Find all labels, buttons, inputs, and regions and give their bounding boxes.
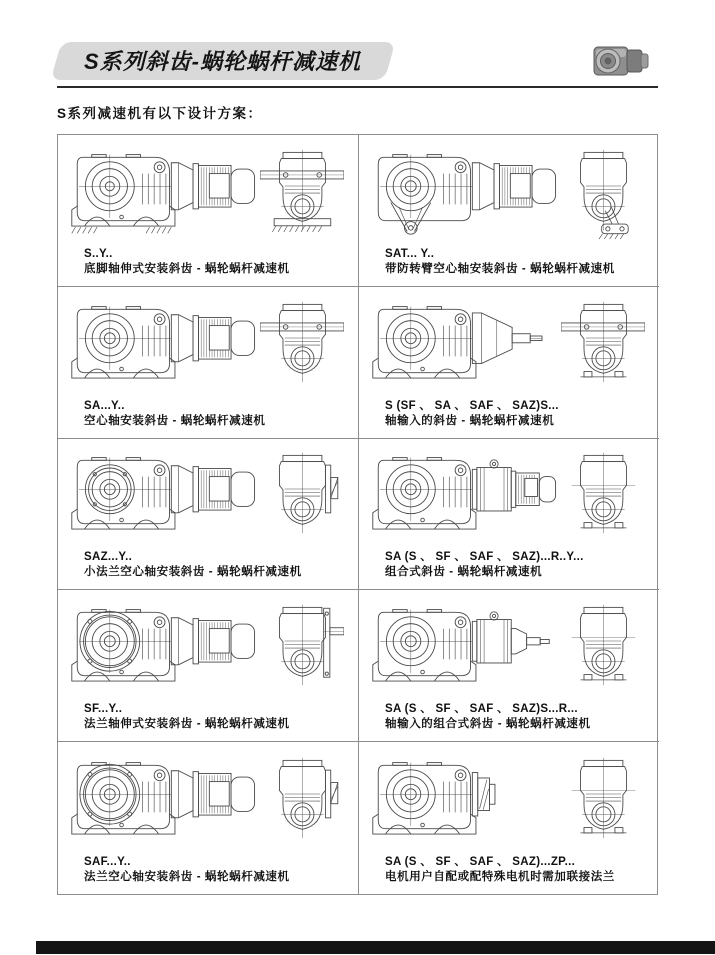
cell-labels [367,399,651,429]
drawing-area [367,595,651,702]
gearmotor-drawing-icon [70,298,260,393]
model-code: SAZ...Y.. [84,551,133,564]
section-view-icon [561,447,645,546]
page-title: S系列斜齿-蜗轮蜗杆减速机 [84,49,362,74]
model-description: 法兰空心轴安装斜齿 - 蜗轮蜗杆减速机 [84,871,290,883]
section-view-icon [260,752,344,851]
model-description: 组合式斜齿 - 蜗轮蜗杆减速机 [385,566,543,579]
table-cell-sa-r-shaft-input [359,590,659,742]
section-view-icon [260,447,344,546]
gearmotor-drawing-icon [70,601,260,696]
model-code: SA (S 、 SF 、 SAF 、 SAZ)S...R... [385,703,578,716]
section-view-icon [260,599,344,698]
model-code: SA (S 、 SF 、 SAF 、 SAZ)...ZP... [385,856,576,868]
section-view-icon [561,599,645,698]
gearmotor-drawing-icon [70,146,260,241]
gearbox-drawing-icon [371,298,561,393]
model-description: 空心轴安装斜齿 - 蜗轮蜗杆减速机 [84,414,266,427]
table-cell-saf [58,742,359,894]
gearmotor-drawing-icon [371,449,561,544]
table-cell-sf [58,590,359,742]
cell-labels [66,399,350,429]
model-code: SAF...Y.. [84,856,131,868]
gearbox-drawing-icon [371,754,561,849]
model-code: SF...Y.. [84,703,123,716]
footer-bar [36,941,715,954]
worm-gearmotor-photo-icon [592,41,650,79]
cell-labels [367,702,651,732]
gearmotor-drawing-icon [371,146,561,241]
gearbox-drawing-icon [371,601,561,696]
table-cell-saz [58,439,359,591]
gearmotor-drawing-icon [70,754,260,849]
drawing-area [367,444,651,551]
cell-labels [66,550,350,580]
drawing-area [367,747,651,855]
drawing-area [66,292,350,399]
table-cell-sa [58,287,359,439]
section-view-icon [260,144,344,243]
section-view-icon [260,296,344,395]
table-cell-sa-r-combined [359,439,659,591]
cell-labels [66,855,350,885]
model-description: 电机用户自配或配特殊电机时需加联接法兰 [385,871,615,883]
model-description: 轴输入的斜齿 - 蜗轮蜗杆减速机 [385,414,555,427]
model-description: 法兰轴伸式安装斜齿 - 蜗轮蜗杆减速机 [84,718,290,731]
cell-labels [66,247,350,277]
table-cell-s [58,135,359,287]
intro-text: S系列减速机有以下设计方案： [57,106,263,121]
table-cell-sa-zp [359,742,659,894]
table-cell-sat [359,135,659,287]
drawing-area [367,292,651,399]
drawing-area [66,444,350,551]
model-description: 轴输入的组合式斜齿 - 蜗轮蜗杆减速机 [385,718,591,731]
drawing-area [66,595,350,702]
section-view-icon [561,752,645,851]
design-scheme-table [57,134,658,895]
drawing-area [66,747,350,855]
model-description: 小法兰空心轴安装斜齿 - 蜗轮蜗杆减速机 [84,566,302,579]
model-code: SA (S 、 SF 、 SAF 、 SAZ)...R..Y... [385,551,584,564]
model-code: SA...Y.. [84,399,125,412]
cell-labels [367,855,651,885]
gearmotor-drawing-icon [70,449,260,544]
table-cell-s-shaft-input [359,287,659,439]
section-view-icon [561,296,645,395]
model-description: 底脚轴伸式安装斜齿 - 蜗轮蜗杆减速机 [84,262,290,275]
section-view-icon [561,144,645,243]
cell-labels [367,550,651,580]
model-code: S..Y.. [84,247,113,260]
model-description: 带防转臂空心轴安装斜齿 - 蜗轮蜗杆减速机 [385,262,615,275]
model-code: SAT... Y.. [385,247,435,260]
cell-labels [66,702,350,732]
drawing-area [367,140,651,247]
drawing-area [66,140,350,247]
model-code: S (SF 、 SA 、 SAF 、 SAZ)S... [385,399,559,412]
cell-labels [367,247,651,277]
title-rule [57,86,658,88]
